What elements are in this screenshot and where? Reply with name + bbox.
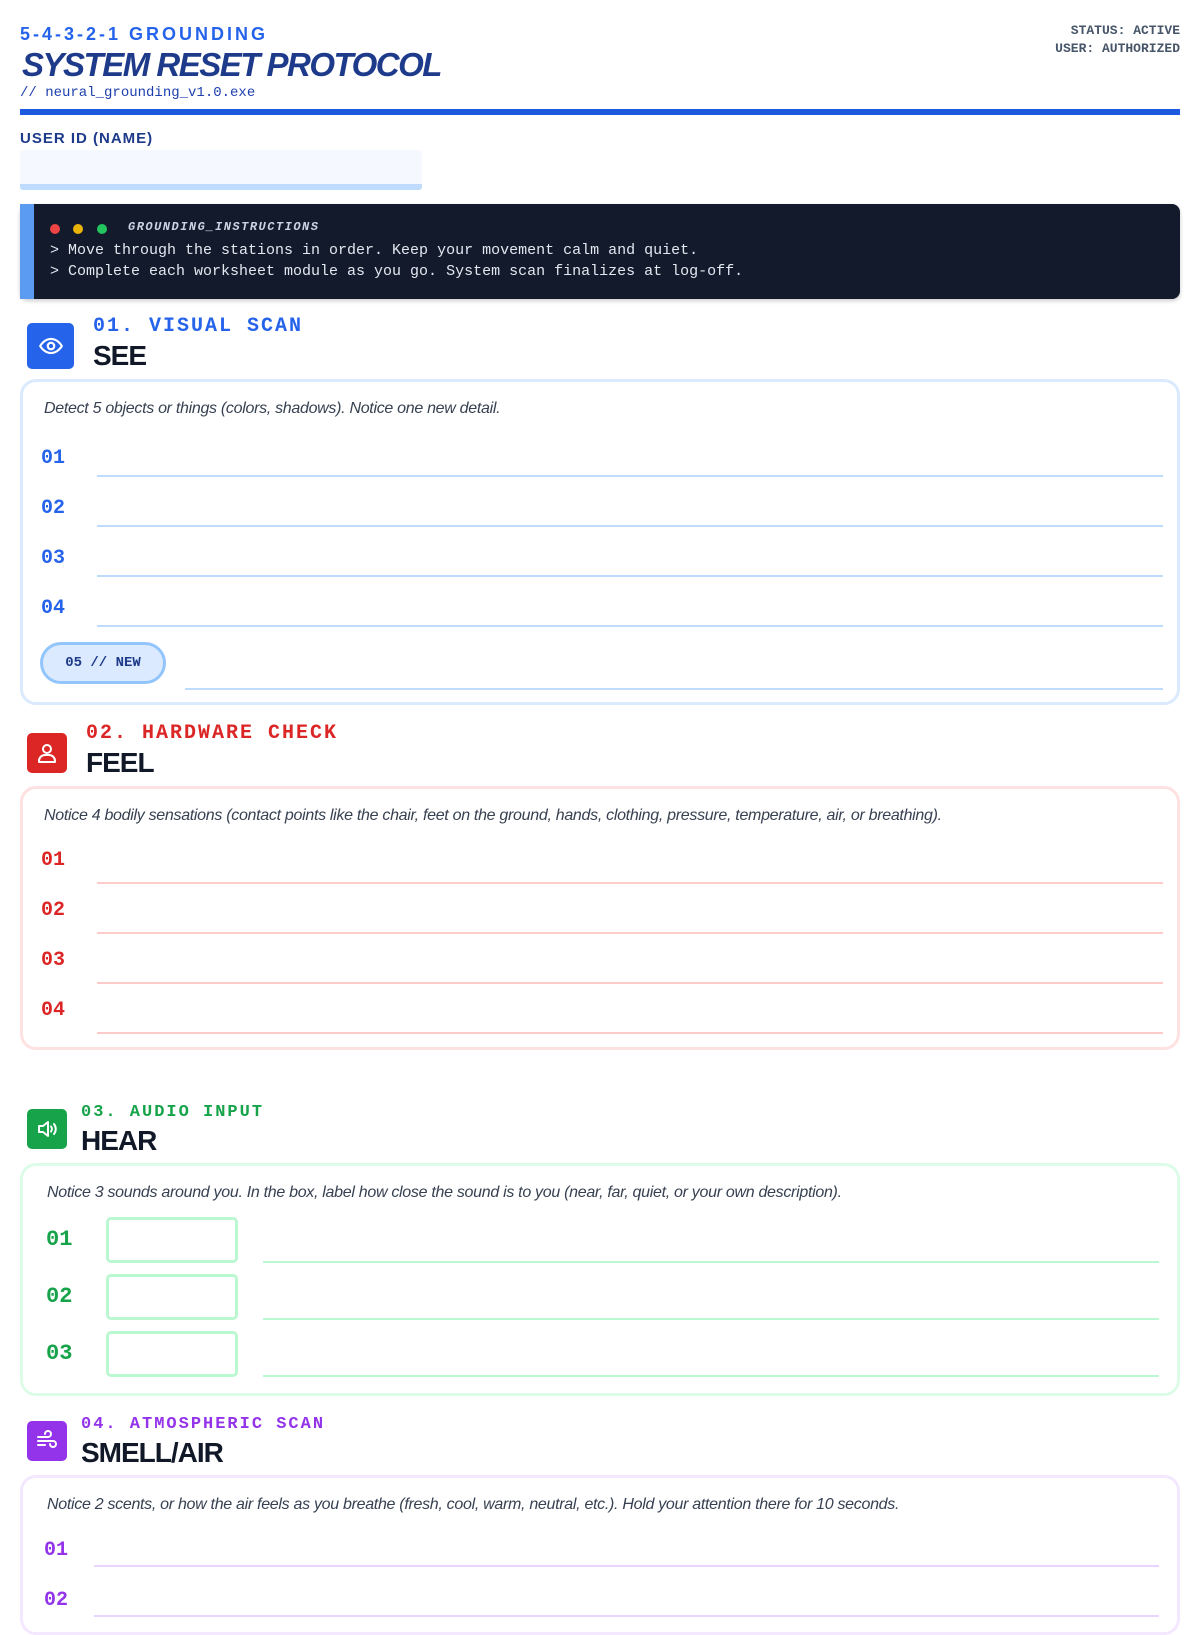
- answer-line[interactable]: [97, 575, 1163, 577]
- speaker-icon: [27, 1109, 67, 1149]
- row-number: 02: [46, 1284, 73, 1309]
- section-prompt: Notice 2 scents, or how the air feels as you breathe (fresh, cool, warm, neutral, etc.). Hold your attention there for 10 seconds.: [47, 1496, 900, 1513]
- yellow-dot-icon: [73, 224, 83, 234]
- distance-box[interactable]: [106, 1217, 238, 1263]
- header-kicker: 5-4-3-2-1 GROUNDING: [20, 24, 269, 44]
- row-number: 01: [44, 1539, 69, 1562]
- section-title: SEE: [93, 340, 147, 371]
- answer-line[interactable]: [94, 1565, 1159, 1567]
- answer-line[interactable]: [185, 688, 1163, 690]
- answer-line[interactable]: [263, 1261, 1159, 1263]
- header-rule: [20, 109, 1180, 115]
- row-number: 01: [41, 447, 66, 470]
- row-number: 02: [44, 1589, 69, 1612]
- see-card: [20, 379, 1180, 705]
- row-number: 03: [46, 1341, 73, 1366]
- terminal-accent-bar: [20, 204, 34, 299]
- row-number: 04: [41, 597, 66, 620]
- section-kicker: 04. ATMOSPHERIC SCAN: [81, 1415, 326, 1434]
- row-number: 03: [41, 949, 66, 972]
- row-number: 03: [41, 547, 66, 570]
- section-title: HEAR: [81, 1125, 157, 1156]
- user-status-text: USER: AUTHORIZED: [1055, 41, 1180, 56]
- section-kicker: 02. HARDWARE CHECK: [86, 722, 339, 745]
- row-number: 01: [41, 849, 66, 872]
- hear-card: [20, 1163, 1180, 1396]
- row-number: 04: [41, 999, 66, 1022]
- section-prompt: Notice 3 sounds around you. In the box, label how close the sound is to you (near, far, quiet, or your own description).: [47, 1184, 842, 1201]
- row-number: 01: [46, 1227, 73, 1252]
- green-dot-icon: [97, 224, 107, 234]
- row-number: 02: [41, 899, 66, 922]
- page-title: SYSTEM RESET PROTOCOL: [22, 46, 441, 83]
- user-id-label: USER ID (NAME): [20, 130, 154, 147]
- status-text: STATUS: ACTIVE: [1070, 23, 1180, 38]
- answer-line[interactable]: [263, 1375, 1159, 1377]
- terminal-title: GROUNDING_INSTRUCTIONS: [128, 220, 320, 234]
- wind-icon: [27, 1421, 67, 1461]
- person-icon: [27, 733, 67, 773]
- terminal-line: > Move through the stations in order. Keep your movement calm and quiet.: [50, 242, 699, 259]
- answer-line[interactable]: [97, 525, 1163, 527]
- section-kicker: 03. AUDIO INPUT: [81, 1103, 265, 1122]
- user-id-input[interactable]: [20, 150, 422, 190]
- answer-line[interactable]: [263, 1318, 1159, 1320]
- section-title: SMELL/AIR: [81, 1437, 223, 1468]
- eye-icon: [27, 323, 74, 369]
- red-dot-icon: [50, 224, 60, 234]
- answer-line[interactable]: [97, 932, 1163, 934]
- section-title: FEEL: [86, 747, 154, 778]
- row-number: 02: [41, 497, 66, 520]
- new-detail-badge: 05 // NEW: [40, 642, 166, 684]
- section-prompt: Notice 4 bodily sensations (contact points like the chair, feet on the ground, hands, clothing, pressure, temperature, air, or breathing).: [44, 807, 942, 824]
- answer-line[interactable]: [97, 882, 1163, 884]
- answer-line[interactable]: [97, 1032, 1163, 1034]
- instructions-terminal: [20, 204, 1180, 299]
- page-header: [20, 22, 1180, 114]
- answer-line[interactable]: [97, 475, 1163, 477]
- answer-line[interactable]: [94, 1615, 1159, 1617]
- answer-line[interactable]: [97, 625, 1163, 627]
- page-subtitle: // neural_grounding_v1.0.exe: [20, 85, 256, 101]
- terminal-line: > Complete each worksheet module as you go. System scan finalizes at log-off.: [50, 263, 744, 280]
- answer-line[interactable]: [97, 982, 1163, 984]
- feel-card: [20, 786, 1180, 1050]
- smell-card: [20, 1475, 1180, 1635]
- section-kicker: 01. VISUAL SCAN: [93, 315, 304, 338]
- distance-box[interactable]: [106, 1274, 238, 1320]
- status-block: [1055, 22, 1180, 58]
- distance-box[interactable]: [106, 1331, 238, 1377]
- section-prompt: Detect 5 objects or things (colors, shadows). Notice one new detail.: [44, 400, 501, 417]
